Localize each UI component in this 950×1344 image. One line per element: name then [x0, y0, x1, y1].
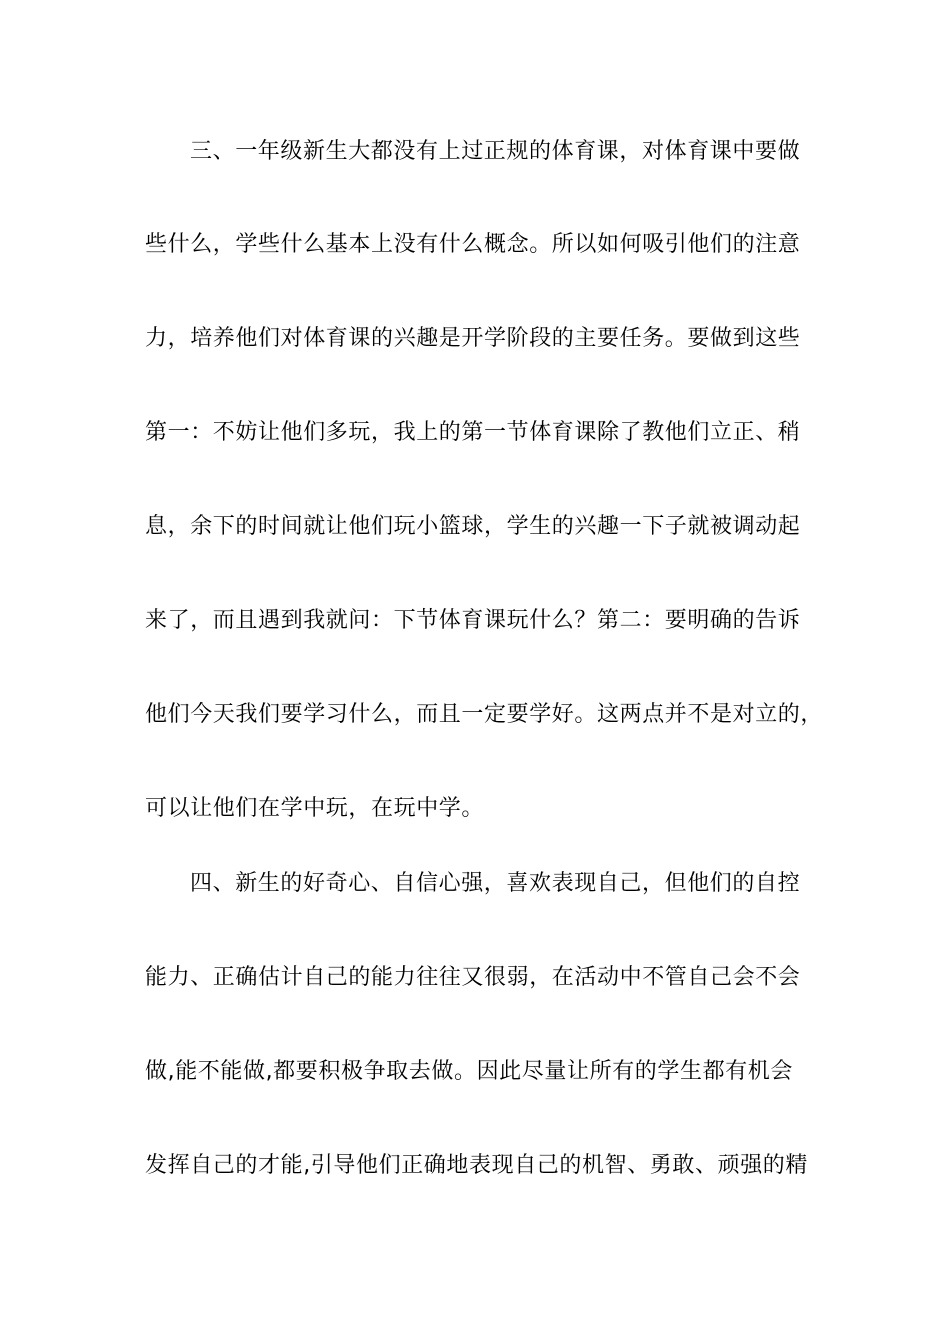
paragraph-3-line-6: 来了，而且遇到我就问：下节体育课玩什么？第二：要明确的告诉: [145, 608, 801, 633]
paragraph-3-line-4: 第一：不妨让他们多玩，我上的第一节体育课除了教他们立正、稍: [145, 420, 801, 445]
paragraph-4-line-2: 能力、正确估计自己的能力往往又很弱，在活动中不管自己会不会: [145, 965, 801, 990]
paragraph-3-line-7: 他们今天我们要学习什么，而且一定要学好。这两点并不是对立的，: [145, 702, 824, 727]
paragraph-4-line-4: 发挥自己的才能,引导他们正确地表现自己的机智、勇敢、顽强的精: [145, 1153, 808, 1178]
paragraph-3-line-5: 息，余下的时间就让他们玩小篮球，学生的兴趣一下子就被调动起: [145, 514, 801, 539]
paragraph-3-line-2: 些什么，学些什么基本上没有什么概念。所以如何吸引他们的注意: [145, 232, 801, 257]
paragraph-4-line-1: 四、新生的好奇心、自信心强，喜欢表现自己，但他们的自控: [190, 871, 801, 896]
paragraph-4-line-3: 做,能不能做,都要积极争取去做。因此尽量让所有的学生都有机会: [145, 1059, 793, 1084]
paragraph-3-line-3: 力，培养他们对体育课的兴趣是开学阶段的主要任务。要做到这些: [145, 326, 801, 351]
paragraph-3-line-8: 可以让他们在学中玩，在玩中学。: [145, 796, 485, 821]
paragraph-3-line-1: 三、一年级新生大都没有上过正规的体育课，对体育课中要做: [190, 139, 801, 164]
